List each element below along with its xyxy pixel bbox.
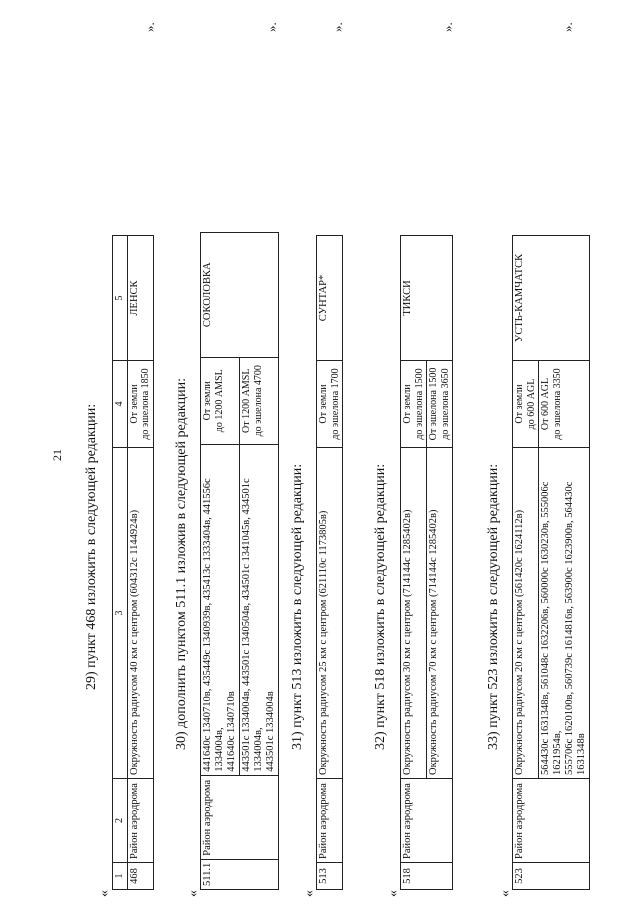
table-row [317, 236, 343, 890]
open-quote-31: « [302, 890, 317, 897]
close-quote-30: ». [264, 22, 279, 32]
header-col-2: 2 [113, 779, 128, 863]
area-description-1: Окружность радиусом 20 км с центром (561420с 1624112в) [513, 448, 539, 779]
table-468 [112, 235, 154, 890]
altitude-limits-1: От земли до эшелона 1500 [401, 361, 427, 448]
aerodrome-name: УСТЬ-КАМЧАТСК [513, 236, 590, 361]
open-quote-33: « [498, 890, 513, 897]
altitude-limits: От земли до эшелона 1700 [317, 361, 343, 448]
table-518 [400, 235, 453, 890]
area-type: Район аэродрома [317, 779, 343, 863]
close-quote-29: ». [142, 22, 157, 32]
table-511-1 [200, 232, 279, 890]
header-col-3: 3 [113, 448, 128, 779]
area-description-1: Окружность радиусом 30 км с центром (714144с 1285402в) [401, 448, 427, 779]
aerodrome-name: ЛЕНСК [127, 236, 153, 361]
aerodrome-name: СОКОЛОВКА [201, 232, 279, 357]
aerodrome-name: СУНТАР* [317, 236, 343, 361]
section-32-heading: 32) пункт 518 изложить в следующей редакции: [373, 463, 388, 750]
item-number: 513 [317, 863, 343, 890]
area-description: Окружность радиусом 25 км с центром (621110с 1173805в) [317, 448, 343, 779]
table-row [401, 236, 427, 890]
table-row [513, 236, 539, 890]
header-col-4: 4 [113, 361, 128, 448]
item-number: 518 [401, 863, 453, 890]
altitude-limits-2: От 1200 AMSL до эшелона 4700 [240, 357, 279, 444]
section-30-heading: 30) дополнить пунктом 511.1 изложив в следующей редакции: [174, 377, 189, 750]
area-description-2: 443501с 1334004в, 443501с 1340504в, 434501с 1341045в, 434501с 1334004в, 443501с 1334004в [240, 444, 279, 775]
table-header-row [113, 236, 128, 890]
header-col-5: 5 [113, 236, 128, 361]
open-quote-29: « [97, 890, 112, 897]
area-type: Район аэродрома [513, 779, 590, 863]
open-quote-32: « [386, 890, 401, 897]
section-33-heading: 33) пункт 523 изложить в следующей редакции: [486, 463, 501, 750]
altitude-limits-1: От земли до 1200 AMSL [201, 357, 240, 444]
table-row [201, 232, 240, 889]
item-number: 523 [513, 863, 590, 890]
area-type: Район аэродрома [401, 779, 453, 863]
item-number: 468 [127, 863, 153, 890]
table-row [127, 236, 153, 890]
area-description: Окружность радиусом 40 км с центром (604312с 1144924в) [127, 448, 153, 779]
area-description-2: Окружность радиусом 70 км с центром (714144с 1285402в) [427, 448, 453, 779]
section-29-heading: 29) пункт 468 изложить в следующей редакции: [84, 403, 99, 690]
altitude-limits-1: От земли до 600 AGL [513, 361, 539, 448]
area-description-1: 441640с 1340710в, 435449с 1340939в, 435413с 1333404в, 441556с 1334004в, 441640с 1340710в [201, 444, 240, 775]
section-31-heading: 31) пункт 513 изложить в следующей редакции: [290, 463, 305, 750]
area-type: Район аэродрома [201, 775, 279, 859]
area-type: Район аэродрома [127, 779, 153, 863]
close-quote-32: ». [440, 22, 455, 32]
aerodrome-name: ТИКСИ [401, 236, 453, 361]
close-quote-31: ». [330, 22, 345, 32]
open-quote-30: « [186, 890, 201, 897]
altitude-limits: От земли до эшелона 1850 [127, 361, 153, 448]
table-513 [316, 235, 343, 890]
area-description-2: 564430с 1631348в, 561048с 1632206в, 560000с 1630230в, 555006с 1621954в, 555706с 1620100в, 560739с 1614816в, 563900с 1623900в, 564430с 1631348в [539, 448, 590, 779]
page-number: 21 [50, 449, 64, 461]
item-number: 511.1 [201, 859, 279, 889]
altitude-limits-2: От 600 AGL до эшелона 3350 [539, 361, 590, 448]
close-quote-33: ». [560, 22, 575, 32]
table-523 [512, 235, 590, 890]
altitude-limits-2: От эшелона 1500 до эшелона 3650 [427, 361, 453, 448]
header-col-1: 1 [113, 863, 128, 890]
